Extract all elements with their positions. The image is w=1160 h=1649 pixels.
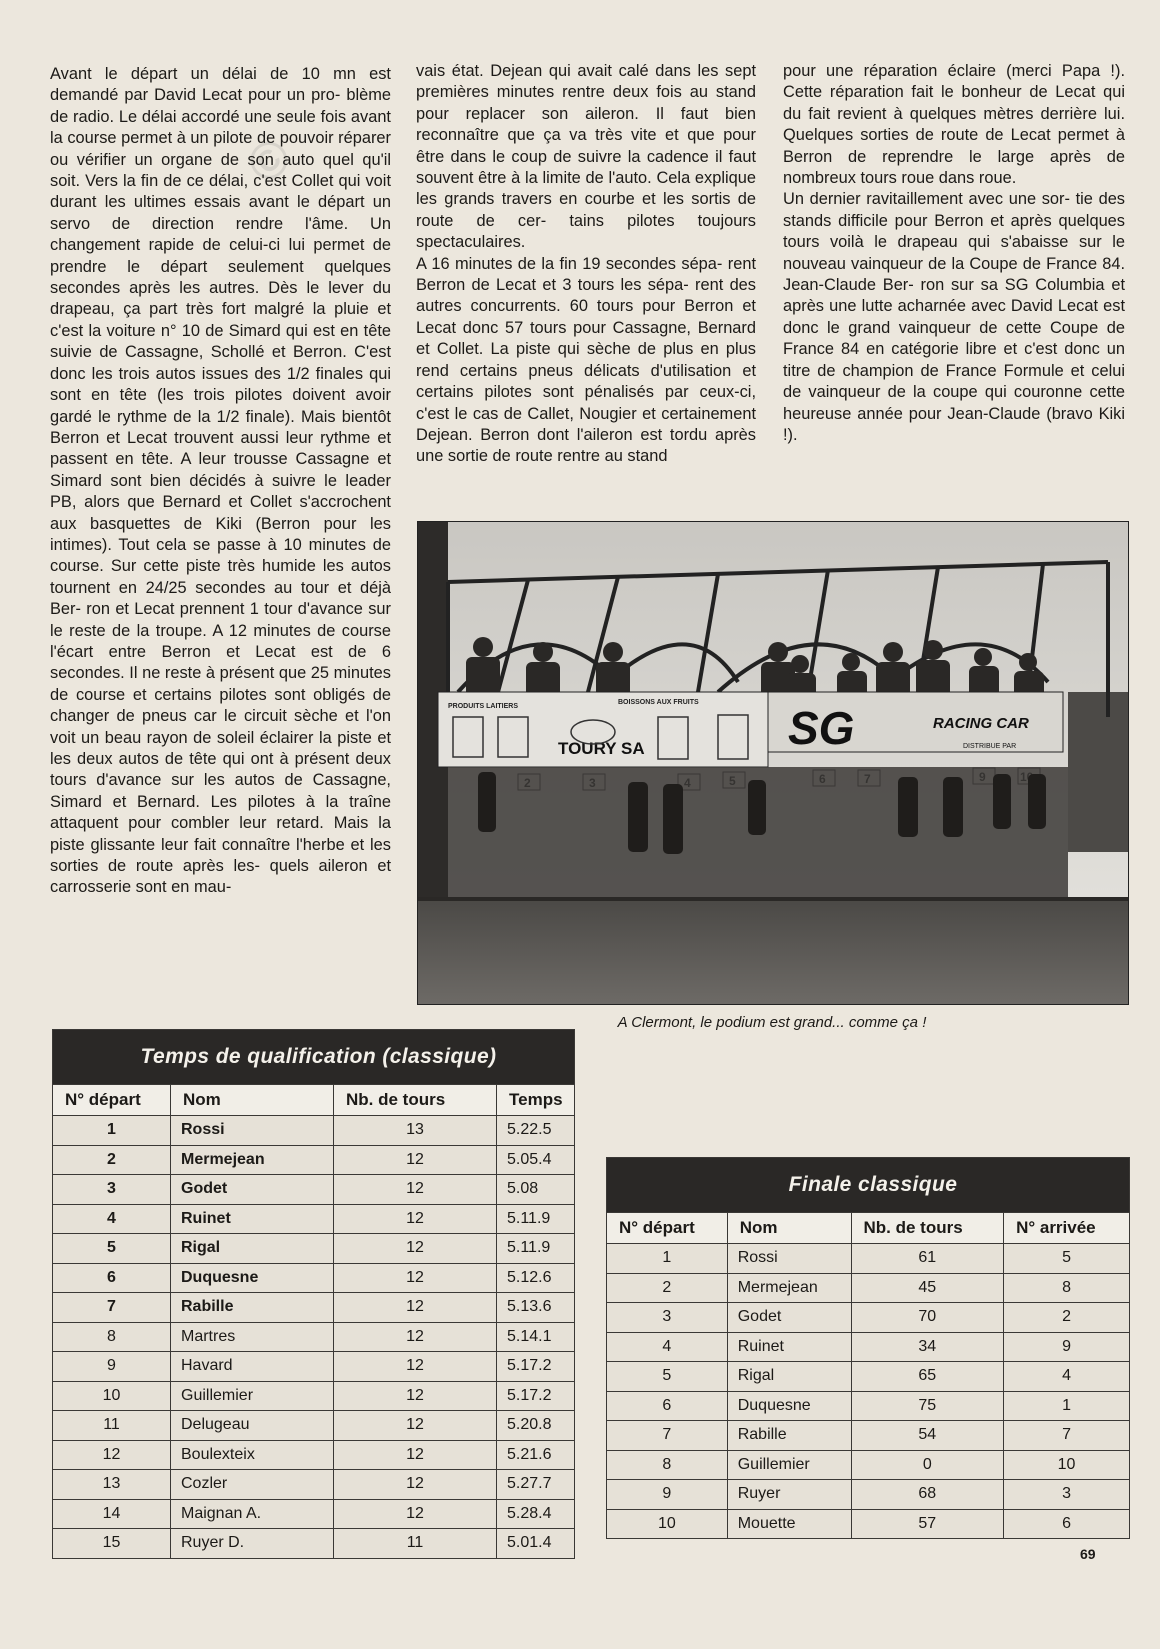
table-cell: 12 — [334, 1411, 497, 1441]
table-row — [53, 1381, 575, 1411]
table-cell: 5.14.1 — [497, 1322, 575, 1352]
table-cell: Ruinet — [727, 1332, 851, 1362]
table-row — [607, 1244, 1130, 1274]
table-cell: 12 — [334, 1381, 497, 1411]
table-cell: Delugeau — [171, 1411, 334, 1441]
table-cell: 10 — [607, 1509, 728, 1539]
table-row — [53, 1116, 575, 1146]
photo-caption: A Clermont, le podium est grand... comme ça ! — [617, 1014, 927, 1031]
table-cell: 12 — [334, 1263, 497, 1293]
table-cell: 5.27.7 — [497, 1470, 575, 1500]
paragraph: pour une réparation éclaire (merci Papa !). Cette réparation fait le bonheur de Lecat qui du fait revient à quelques mètres derrière lui. Quelques sorties de route de Lecat permet à Berron de reprendre le large après de nombreux tours roue dans roue. — [783, 62, 1125, 188]
table-row — [607, 1421, 1130, 1451]
table-title: Finale classique — [607, 1158, 1130, 1213]
paragraph: A 16 minutes de la fin 19 secondes sépa- rent Berron de Lecat et 3 tours les sépa- rent des autres concurrents. 60 tours pour Berron et Lecat donc 57 tours pour Cassagne, Bernard et Collet. La piste qui sèche de plus en plus rend certains pneus délicats d'utilisation et certains pilotes sont pénalisés par ceux-ci, c'est le cas de Callet, Nougier et certainement Dejean. Berron dont l'aileron est tordu après une sortie de route rentre au stand — [416, 254, 756, 466]
table-cell: 8 — [607, 1450, 728, 1480]
table-row — [607, 1480, 1130, 1510]
table-cell: Godet — [171, 1175, 334, 1205]
paragraph: Avant le départ un délai de 10 mn est demandé par David Lecat pour un pro- blème de radio. Le délai accordé une seule fois avant la course permet à un pilote de pouvoir réparer ou vérifier un organe de son auto quel qu'il soit. Vers la fin de ce délai, c'est Collet qui voit durant les ultimes essais avant le départ un servo de direction rendre l'âme. Un changement rapide de celui-ci lui permet de prendre le départ seulement quelques secondes après les autres. Dès le lever du drapeau, ça part très fort malgré la pluie et c'est la voiture n° 10 de Simard qui est en tête suivie de Cassagne, Schollé et Berron. C'est donc les trois autos issues des 1/2 finales qui sont en tête (les trois pilotes doivent avoir gardé le rythme de la 1/2 finale). Mais bientôt Berron et Lecat trouvent aussi leur rythme et passent en tête. A leur trousse Cassagne et Simard sont bien décidés à suivre le leader PB, alors que Bernard et Collet s'accrochent aux basquettes de Kiki (Berron pour les intimes). Tout cela se passe à 10 minutes de course. Sur cette piste très humide les autos tournent en 24/25 secondes au tour et déjà Ber- ron et Lecat prennent 1 tour d'avance sur le reste de la troupe. A 12 minutes de course l'écart entre Berron et Lecat est de 6 secondes. Il ne reste à présent que 25 minutes de course et certains pilotes sont obligés de changer de pneus car le circuit sèche et l'on voit un beau rayon de soleil éclairer la piste et les deux autos de tête qui ont à présent deux tours d'avance sur les autos de Cassagne, Simard et Bernard. Les pilotes à la traîne attaquent pour combler leur retard. Mais la piste glissante leur fait connaître l'herbe et les sorties de route après les- quels aileron et carrosserie sont en mau- — [50, 65, 391, 897]
table-cell: 5.17.2 — [497, 1352, 575, 1382]
table-cell: 14 — [53, 1499, 171, 1529]
page-number: 69 — [1080, 1546, 1096, 1562]
table-cell: Rossi — [171, 1116, 334, 1146]
table-cell: 1 — [1004, 1391, 1130, 1421]
table-cell: Guillemier — [171, 1381, 334, 1411]
table-row — [607, 1391, 1130, 1421]
table-cell: Godet — [727, 1303, 851, 1333]
table-cell: 5.08 — [497, 1175, 575, 1205]
table-row — [53, 1234, 575, 1264]
table-cell: Duquesne — [171, 1263, 334, 1293]
table-row — [53, 1322, 575, 1352]
column-header: Temps — [497, 1085, 575, 1116]
table-cell: 54 — [851, 1421, 1004, 1451]
table-cell: Cozler — [171, 1470, 334, 1500]
column-header: N° départ — [607, 1213, 728, 1244]
table-cell: 1 — [607, 1244, 728, 1274]
table-row — [53, 1145, 575, 1175]
table-cell: Ruyer D. — [171, 1529, 334, 1559]
table-cell: 6 — [1004, 1509, 1130, 1539]
table-cell: 2 — [1004, 1303, 1130, 1333]
table-cell: 68 — [851, 1480, 1004, 1510]
table-row — [607, 1450, 1130, 1480]
table-row — [53, 1263, 575, 1293]
table-cell: Rigal — [171, 1234, 334, 1264]
table-cell: 3 — [1004, 1480, 1130, 1510]
table-cell: 7 — [53, 1293, 171, 1323]
column-header: Nom — [727, 1213, 851, 1244]
table-cell: 12 — [334, 1470, 497, 1500]
watermark: © — [235, 124, 306, 196]
table-cell: 5.28.4 — [497, 1499, 575, 1529]
banner-racing-car: RACING CAR — [933, 715, 1029, 732]
table-row — [53, 1352, 575, 1382]
table-cell: 4 — [607, 1332, 728, 1362]
table-cell: 9 — [1004, 1332, 1130, 1362]
table-cell: 10 — [53, 1381, 171, 1411]
table-cell: 5.05.4 — [497, 1145, 575, 1175]
table-title: Temps de qualification (classique) — [53, 1030, 575, 1085]
table-cell: 65 — [851, 1362, 1004, 1392]
table-cell: Rabille — [727, 1421, 851, 1451]
table-cell: Duquesne — [727, 1391, 851, 1421]
article-column-1 — [50, 64, 391, 899]
column-header: Nb. de tours — [851, 1213, 1004, 1244]
table-cell: Mermejean — [171, 1145, 334, 1175]
table-cell: 0 — [851, 1450, 1004, 1480]
table-cell: 61 — [851, 1244, 1004, 1274]
table-cell: Boulexteix — [171, 1440, 334, 1470]
table-row — [607, 1332, 1130, 1362]
table-cell: 7 — [1004, 1421, 1130, 1451]
table-cell: 9 — [607, 1480, 728, 1510]
table-cell: 12 — [334, 1293, 497, 1323]
podium-photo — [417, 521, 1129, 1005]
column-header: N° arrivée — [1004, 1213, 1130, 1244]
table-cell: Mouette — [727, 1509, 851, 1539]
table-cell: 5.17.2 — [497, 1381, 575, 1411]
table-cell: 11 — [53, 1411, 171, 1441]
table-cell: 45 — [851, 1273, 1004, 1303]
table-row — [607, 1273, 1130, 1303]
table-cell: 12 — [334, 1175, 497, 1205]
table-cell: 12 — [334, 1499, 497, 1529]
table-cell: 5.12.6 — [497, 1263, 575, 1293]
table-cell: 6 — [53, 1263, 171, 1293]
table-cell: 13 — [53, 1470, 171, 1500]
table-row — [607, 1362, 1130, 1392]
banner-text-juice: BOISSONS AUX FRUITS — [618, 699, 699, 706]
table-row — [607, 1303, 1130, 1333]
table-cell: 6 — [607, 1391, 728, 1421]
table-cell: 12 — [334, 1352, 497, 1382]
article-column-2 — [416, 61, 756, 468]
table-cell: 3 — [53, 1175, 171, 1205]
table-cell: 34 — [851, 1332, 1004, 1362]
table-cell: Martres — [171, 1322, 334, 1352]
column-header: N° départ — [53, 1085, 171, 1116]
table-row — [53, 1470, 575, 1500]
table-row — [607, 1509, 1130, 1539]
column-header: Nom — [171, 1085, 334, 1116]
table-row — [53, 1175, 575, 1205]
table-cell: 3 — [607, 1303, 728, 1333]
table-cell: 9 — [53, 1352, 171, 1382]
table-cell: 4 — [1004, 1362, 1130, 1392]
table-cell: 12 — [334, 1204, 497, 1234]
table-cell: Havard — [171, 1352, 334, 1382]
table-cell: 12 — [334, 1440, 497, 1470]
table-row — [53, 1499, 575, 1529]
column-header: Nb. de tours — [334, 1085, 497, 1116]
banner-sg-logo: SG — [788, 702, 855, 754]
table-cell: 8 — [1004, 1273, 1130, 1303]
table-cell: Guillemier — [727, 1450, 851, 1480]
paragraph: vais état. Dejean qui avait calé dans les sept premières minutes rentre deux fois au stand pour replacer son aileron. Il faut bien reconnaître que ça va très vite et que pour être dans le coup de suivre la cadence il faut souvent être à la limite de l'auto. Cela explique les grands travers en courbe et les sortis de route de cer- tains pilotes toujours spectaculaires. — [416, 62, 756, 252]
banner-distributor: DISTRIBUE PAR — [963, 743, 1017, 750]
table-cell: 4 — [53, 1204, 171, 1234]
table-cell: 5 — [1004, 1244, 1130, 1274]
table-cell: Ruyer — [727, 1480, 851, 1510]
table-cell: 2 — [607, 1273, 728, 1303]
table-cell: Rossi — [727, 1244, 851, 1274]
table-cell: 5 — [607, 1362, 728, 1392]
table-cell: 5.20.8 — [497, 1411, 575, 1441]
table-cell: 12 — [334, 1322, 497, 1352]
table-cell: Mermejean — [727, 1273, 851, 1303]
table-cell: 12 — [334, 1234, 497, 1264]
table-row — [53, 1529, 575, 1559]
qualification-table — [52, 1029, 575, 1559]
table-cell: 8 — [53, 1322, 171, 1352]
table-row — [53, 1204, 575, 1234]
table-cell: 57 — [851, 1509, 1004, 1539]
table-row — [53, 1440, 575, 1470]
table-cell: Rigal — [727, 1362, 851, 1392]
table-cell: 7 — [607, 1421, 728, 1451]
table-row — [53, 1411, 575, 1441]
table-cell: Maignan A. — [171, 1499, 334, 1529]
table-cell: 12 — [53, 1440, 171, 1470]
banner-text-dairy: PRODUITS LAITIERS — [448, 703, 519, 710]
banner-brand-toury: TOURY SA — [558, 739, 645, 758]
table-cell: 5.11.9 — [497, 1204, 575, 1234]
table-cell: 2 — [53, 1145, 171, 1175]
table-cell: Rabille — [171, 1293, 334, 1323]
table-cell: 13 — [334, 1116, 497, 1146]
table-cell: Ruinet — [171, 1204, 334, 1234]
table-cell: 5.22.5 — [497, 1116, 575, 1146]
table-cell: 5.11.9 — [497, 1234, 575, 1264]
paragraph: Un dernier ravitaillement avec une sor- tie des stands difficile pour Berron et après quelques tours voilà le drapeau qui s'abaisse sur le nouveau vainqueur de la Coupe de France 84. Jean-Claude Ber- ron sur sa SG Columbia et après une lutte acharnée avec David Lecat est donc le grand vainqueur de cette Coupe de France 84 en catégorie libre et c'est donc un titre de champion de France Formule et celui de vainqueur de la coupe qui couronne cette heureuse année pour Jean-Claude (bravo Kiki !). — [783, 190, 1125, 444]
table-cell: 10 — [1004, 1450, 1130, 1480]
table-cell: 75 — [851, 1391, 1004, 1421]
article-column-3 — [783, 61, 1125, 446]
table-cell: 5 — [53, 1234, 171, 1264]
finale-table — [606, 1157, 1130, 1539]
table-cell: 5.13.6 — [497, 1293, 575, 1323]
table-cell: 5.21.6 — [497, 1440, 575, 1470]
table-cell: 70 — [851, 1303, 1004, 1333]
table-cell: 12 — [334, 1145, 497, 1175]
table-cell: 11 — [334, 1529, 497, 1559]
table-cell: 15 — [53, 1529, 171, 1559]
table-row — [53, 1293, 575, 1323]
table-cell: 5.01.4 — [497, 1529, 575, 1559]
table-cell: 1 — [53, 1116, 171, 1146]
